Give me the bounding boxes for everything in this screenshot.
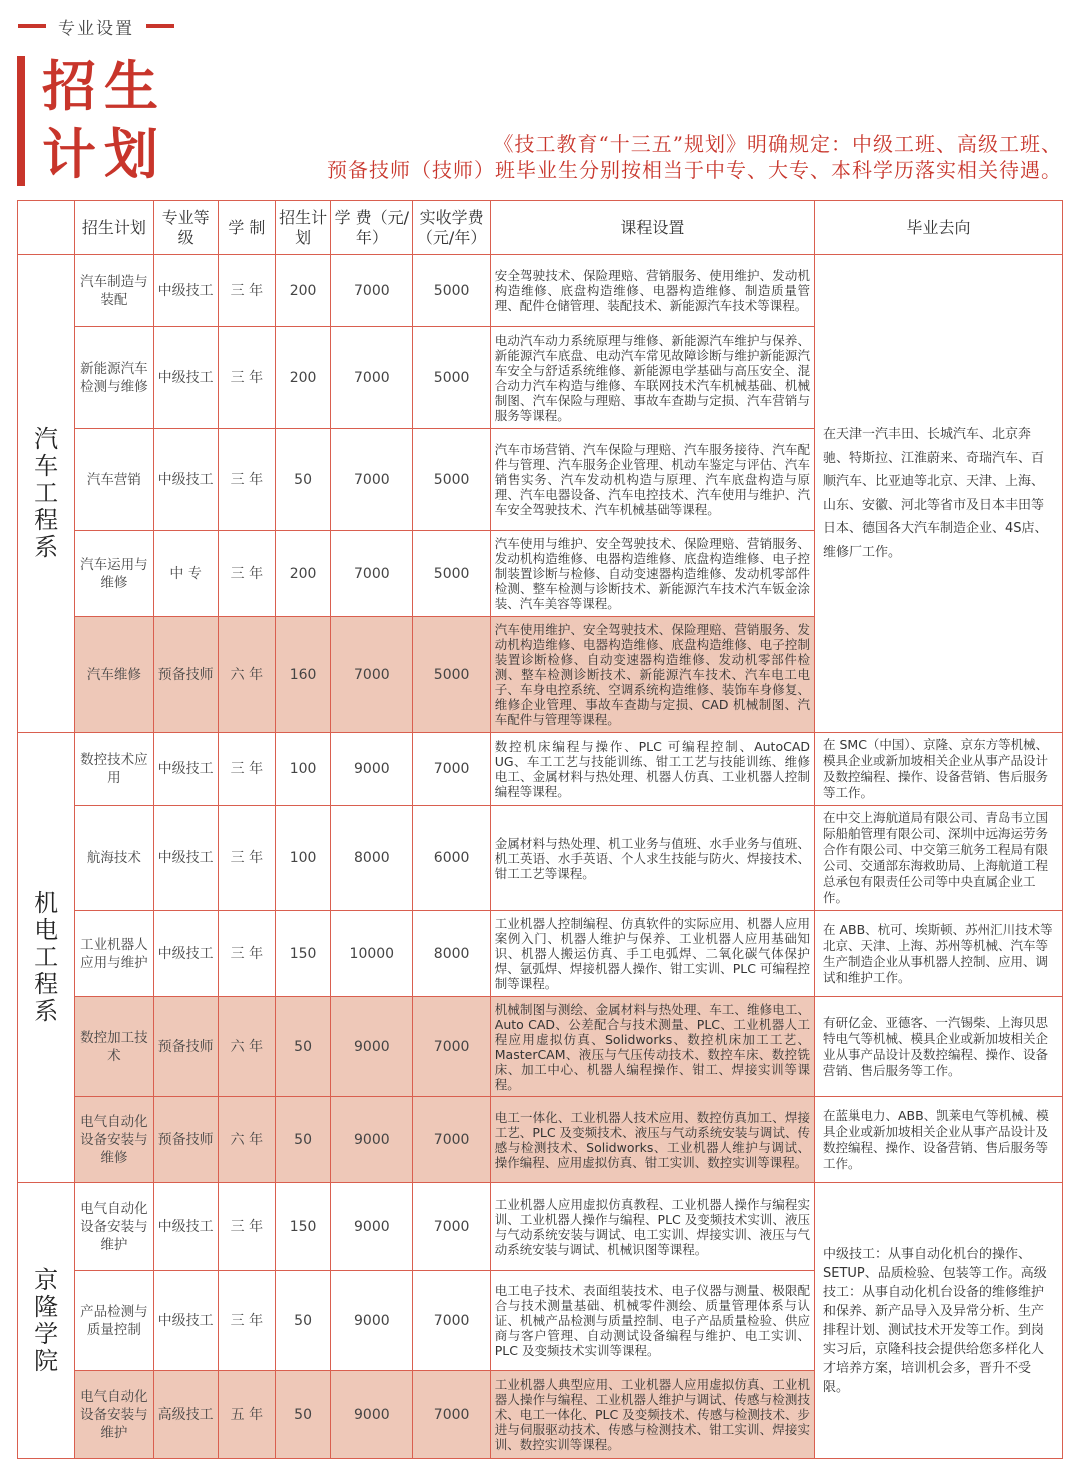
actual-tuition-cell: 5000 — [413, 617, 490, 733]
header-tuition: 学 费（元/年） — [331, 201, 413, 255]
duration-cell: 三 年 — [218, 806, 275, 911]
header-level: 专业等级 — [153, 201, 218, 255]
level-cell: 预备技师 — [153, 1097, 218, 1183]
header-dept — [18, 201, 75, 255]
count-cell: 100 — [275, 733, 330, 806]
actual-tuition-cell: 6000 — [413, 806, 490, 911]
tuition-cell: 7000 — [331, 327, 413, 429]
actual-tuition-cell: 5000 — [413, 255, 490, 327]
level-cell: 中级技工 — [153, 255, 218, 327]
count-cell: 160 — [275, 617, 330, 733]
major-cell: 产品检测与质量控制 — [75, 1271, 153, 1371]
major-cell: 数控技术应用 — [75, 733, 153, 806]
duration-cell: 三 年 — [218, 327, 275, 429]
actual-tuition-cell: 7000 — [413, 1183, 490, 1271]
tuition-cell: 9000 — [331, 733, 413, 806]
divider-right — [146, 24, 174, 28]
tuition-cell: 7000 — [331, 531, 413, 617]
duration-cell: 三 年 — [218, 531, 275, 617]
duration-cell: 五 年 — [218, 1371, 275, 1459]
table-row — [18, 255, 1063, 327]
tuition-cell: 10000 — [331, 911, 413, 997]
tuition-cell: 7000 — [331, 429, 413, 531]
courses-cell: 汽车使用维护、安全驾驶技术、保险理赔、营销服务、发动机构造维修、电器构造维修、底盘构造维修、电子控制装置诊断检修、自动变速器构造维修、发动机零部件检测、整车检测诊断技术、新能源汽车技术、汽车电工电子、车身电控系统、空调系统构造维修、装饰车身修复、维修企业管理、事故车查勘与定损、CAD 机械制图、汽车配件与管理等课程。 — [490, 617, 814, 733]
courses-cell: 电工一体化、工业机器人技术应用、数控仿真加工、焊接工艺、PLC 及变频技术、液压与气动系统安装与调试、传感与检测技术、Solidworks、工业机器人维护与调试、操作编程、应用虚拟仿真、钳工实训、数控实训等课程。 — [490, 1097, 814, 1183]
major-cell: 电气自动化设备安装与维护 — [75, 1183, 153, 1271]
actual-tuition-cell: 7000 — [413, 1097, 490, 1183]
courses-cell: 工业机器人典型应用、工业机器人应用虚拟仿真、工业机器人操作与编程、工业机器人维护与调试、传感与检测技术、电工一体化、PLC 及变频技术、传感与检测技术、步进与伺服驱动技术、传感与检测技术、钳工实训、焊接实训、数控实训等课程。 — [490, 1371, 814, 1459]
header-duration: 学 制 — [218, 201, 275, 255]
count-cell: 150 — [275, 911, 330, 997]
duration-cell: 三 年 — [218, 733, 275, 806]
destination-cell: 中级技工：从事自动化机台的操作、SETUP、品质检验、包装等工作。高级技工：从事自动化机台设备的维修维护和保养、新产品导入及异常分析、生产排程计划、测试技术开发等工作。到岗实习后，京隆科技会提供给您多样化人才培养方案，培训机会多，晋升不受限。 — [815, 1183, 1063, 1459]
dept-jinglong — [18, 1183, 75, 1459]
tuition-cell: 9000 — [331, 1183, 413, 1271]
major-cell: 电气自动化设备安装与维护 — [75, 1371, 153, 1459]
destination-cell: 在 ABB、杭可、埃斯顿、苏州汇川技术等北京、天津、上海、苏州等机械、汽车等生产制造企业从事机器人控制、应用、调试和维护工作。 — [815, 911, 1063, 997]
section-header — [18, 14, 174, 38]
level-cell: 中级技工 — [153, 806, 218, 911]
header-plan: 招生计划 — [75, 201, 153, 255]
duration-cell: 三 年 — [218, 1183, 275, 1271]
courses-cell: 电工电子技术、表面组装技术、电子仪器与测量、极限配合与技术测量基础、机械零件测绘、质量管理体系与认证、机械产品检测与质量控制、电子产品质量检验、供应商与客户管理、自动测试设备编程与维护、电工实训、PLC 及变频技术实训等课程。 — [490, 1271, 814, 1371]
tuition-cell: 9000 — [331, 1271, 413, 1371]
courses-cell: 汽车市场营销、汽车保险与理赔、汽车服务接待、汽车配件与管理、汽车服务企业管理、机动车鉴定与评估、汽车销售实务、汽车发动机构造与原理、汽车底盘构造与原理、汽车电器设备、汽车电控技术、汽车使用与维护、汽车安全驾驶技术、汽车机械基础等课程。 — [490, 429, 814, 531]
actual-tuition-cell: 7000 — [413, 1271, 490, 1371]
tuition-cell: 7000 — [331, 617, 413, 733]
divider-left — [18, 24, 46, 28]
page-title-line1: 招生 — [42, 54, 166, 118]
destination-cell: 在天津一汽丰田、长城汽车、北京奔驰、特斯拉、江淮蔚来、奇瑞汽车、百顺汽车、比亚迪等北京、天津、上海、山东、安徽、河北等省市及日本丰田等日本、德国各大汽车制造企业、4S店、维修厂工作。 — [815, 255, 1063, 733]
duration-cell: 三 年 — [218, 255, 275, 327]
courses-cell: 数控机床编程与操作、PLC 可编程控制、AutoCAD UG、车工工艺与技能训练、钳工工艺与技能训练、维修电工、金属材料与热处理、机器人仿真、工业机器人控制编程等课程。 — [490, 733, 814, 806]
table-row — [18, 1097, 1063, 1183]
major-cell: 汽车运用与维修 — [75, 531, 153, 617]
courses-cell: 金属材料与热处理、机工业务与值班、水手业务与值班、机工英语、水手英语、个人求生技能与防火、焊接技术、钳工工艺等课程。 — [490, 806, 814, 911]
table-row — [18, 911, 1063, 997]
count-cell: 50 — [275, 429, 330, 531]
major-cell: 汽车制造与装配 — [75, 255, 153, 327]
courses-cell: 安全驾驶技术、保险理赔、营销服务、使用维护、发动机构造维修、底盘构造维修、电器构造维修、制造质量管理、配件仓储管理、装配技术、新能源汽车技术等课程。 — [490, 255, 814, 327]
table-row — [18, 1183, 1063, 1271]
header-courses: 课程设置 — [490, 201, 814, 255]
courses-cell: 汽车使用与维护、安全驾驶技术、保险理赔、营销服务、发动机构造维修、电器构造维修、底盘构造维修、电子控制装置诊断与检修、自动变速器构造维修、发动机零部件检测、整车检测与诊断技术、新能源汽车技术汽车钣金涂装、汽车美容等课程。 — [490, 531, 814, 617]
count-cell: 50 — [275, 1097, 330, 1183]
level-cell: 中级技工 — [153, 327, 218, 429]
table-header-row — [18, 201, 1063, 255]
table-row — [18, 733, 1063, 806]
header-count: 招生计划 — [275, 201, 330, 255]
dept-jinglong-label: 京隆学院 — [34, 1265, 59, 1375]
dept-automotive-label: 汽车工程系 — [34, 425, 59, 561]
title-accent-bar — [17, 56, 25, 186]
duration-cell: 三 年 — [218, 429, 275, 531]
actual-tuition-cell: 7000 — [413, 1371, 490, 1459]
count-cell: 150 — [275, 1183, 330, 1271]
actual-tuition-cell: 7000 — [413, 997, 490, 1097]
count-cell: 200 — [275, 255, 330, 327]
major-cell: 汽车营销 — [75, 429, 153, 531]
level-cell: 中 专 — [153, 531, 218, 617]
actual-tuition-cell: 8000 — [413, 911, 490, 997]
duration-cell: 六 年 — [218, 1097, 275, 1183]
duration-cell: 三 年 — [218, 911, 275, 997]
dept-mechatronics — [18, 733, 75, 1183]
courses-cell: 工业机器人控制编程、仿真软件的实际应用、机器人应用案例入门、机器人维护与保养、工业机器人应用基础知识、机器人搬运仿真、手工电弧焊、二氧化碳气体保护焊、氩弧焊、焊接机器人操作、钳工实训、PLC 可编程控制等课程。 — [490, 911, 814, 997]
courses-cell: 电动汽车动力系统原理与维修、新能源汽车维护与保养、新能源汽车底盘、电动汽车常见故障诊断与维护新能源汽车安全与舒适系统维修、新能源电学基础与高压安全、混合动力汽车构造与维修、车联网技术汽车机械基础、机械制图、汽车保险与理赔、事故车查勘与定损、汽车营销与服务等课程。 — [490, 327, 814, 429]
table-row — [18, 997, 1063, 1097]
level-cell: 中级技工 — [153, 1183, 218, 1271]
dept-mechatronics-label: 机电工程系 — [34, 889, 59, 1025]
duration-cell: 三 年 — [218, 1271, 275, 1371]
tuition-cell: 7000 — [331, 255, 413, 327]
intro-line2: 预备技师（技师）班毕业生分别按相当于中专、大专、本科学历落实相关待遇。 — [327, 158, 1062, 182]
tuition-cell: 9000 — [331, 1097, 413, 1183]
level-cell: 预备技师 — [153, 617, 218, 733]
level-cell: 预备技师 — [153, 997, 218, 1097]
count-cell: 100 — [275, 806, 330, 911]
level-cell: 中级技工 — [153, 1271, 218, 1371]
destination-cell: 在中交上海航道局有限公司、青岛韦立国际船舶管理有限公司、深圳中远海运劳务合作有限公司、中交第三航务工程局有限公司、交通部东海救助局、上海航道工程总承包有限责任公司等中央直属企业工作。 — [815, 806, 1063, 911]
courses-cell: 机械制图与测绘、金属材料与热处理、车工、维修电工、Auto CAD、公差配合与技术测量、PLC、工业机器人工程应用虚拟仿真、Solidworks、数控机床加工工艺、MasterCAM、液压与气压传动技术、数控车床、数控铣床、加工中心、机器人编程操作、钳工、焊接实训等课程。 — [490, 997, 814, 1097]
header-actual-tuition: 实收学费（元/年） — [413, 201, 490, 255]
tuition-cell: 8000 — [331, 806, 413, 911]
major-cell: 工业机器人应用与维护 — [75, 911, 153, 997]
page-title-line2: 计划 — [42, 122, 166, 186]
major-cell: 电气自动化设备安装与维修 — [75, 1097, 153, 1183]
major-cell: 数控加工技术 — [75, 997, 153, 1097]
actual-tuition-cell: 5000 — [413, 531, 490, 617]
actual-tuition-cell: 5000 — [413, 429, 490, 531]
level-cell: 中级技工 — [153, 911, 218, 997]
level-cell: 中级技工 — [153, 429, 218, 531]
tuition-cell: 9000 — [331, 997, 413, 1097]
count-cell: 50 — [275, 997, 330, 1097]
intro-line1: 《技工教育“十三五”规划》明确规定：中级工班、高级工班、 — [493, 132, 1062, 156]
section-label: 专业设置 — [58, 18, 134, 39]
actual-tuition-cell: 7000 — [413, 733, 490, 806]
duration-cell: 六 年 — [218, 997, 275, 1097]
major-cell: 汽车维修 — [75, 617, 153, 733]
courses-cell: 工业机器人应用虚拟仿真教程、工业机器人操作与编程实训、工业机器人操作与编程、PLC 及变频技术实训、液压与气动系统安装与调试、电工实训、焊接实训、液压与气动系统安装与调试、机械识图等课程。 — [490, 1183, 814, 1271]
destination-cell: 在蓝巢电力、ABB、凯莱电气等机械、模具企业或新加坡相关企业从事产品设计及数控编程、操作、设备营销、售后服务等工作。 — [815, 1097, 1063, 1183]
destination-cell: 在 SMC（中国）、京隆、京东方等机械、模具企业或新加坡相关企业从事产品设计及数控编程、操作、设备营销、售后服务等工作。 — [815, 733, 1063, 806]
level-cell: 中级技工 — [153, 733, 218, 806]
actual-tuition-cell: 5000 — [413, 327, 490, 429]
count-cell: 200 — [275, 531, 330, 617]
enrollment-table — [17, 200, 1063, 1459]
duration-cell: 六 年 — [218, 617, 275, 733]
dept-automotive — [18, 255, 75, 733]
table-row — [18, 806, 1063, 911]
count-cell: 50 — [275, 1271, 330, 1371]
header-destination: 毕业去向 — [815, 201, 1063, 255]
tuition-cell: 9000 — [331, 1371, 413, 1459]
major-cell: 新能源汽车检测与维修 — [75, 327, 153, 429]
level-cell: 高级技工 — [153, 1371, 218, 1459]
count-cell: 200 — [275, 327, 330, 429]
count-cell: 50 — [275, 1371, 330, 1459]
major-cell: 航海技术 — [75, 806, 153, 911]
destination-cell: 有研亿金、亚德客、一汽锡柴、上海贝思特电气等机械、模具企业或新加坡相关企业从事产品设计及数控编程、操作、设备营销、售后服务等工作。 — [815, 997, 1063, 1097]
